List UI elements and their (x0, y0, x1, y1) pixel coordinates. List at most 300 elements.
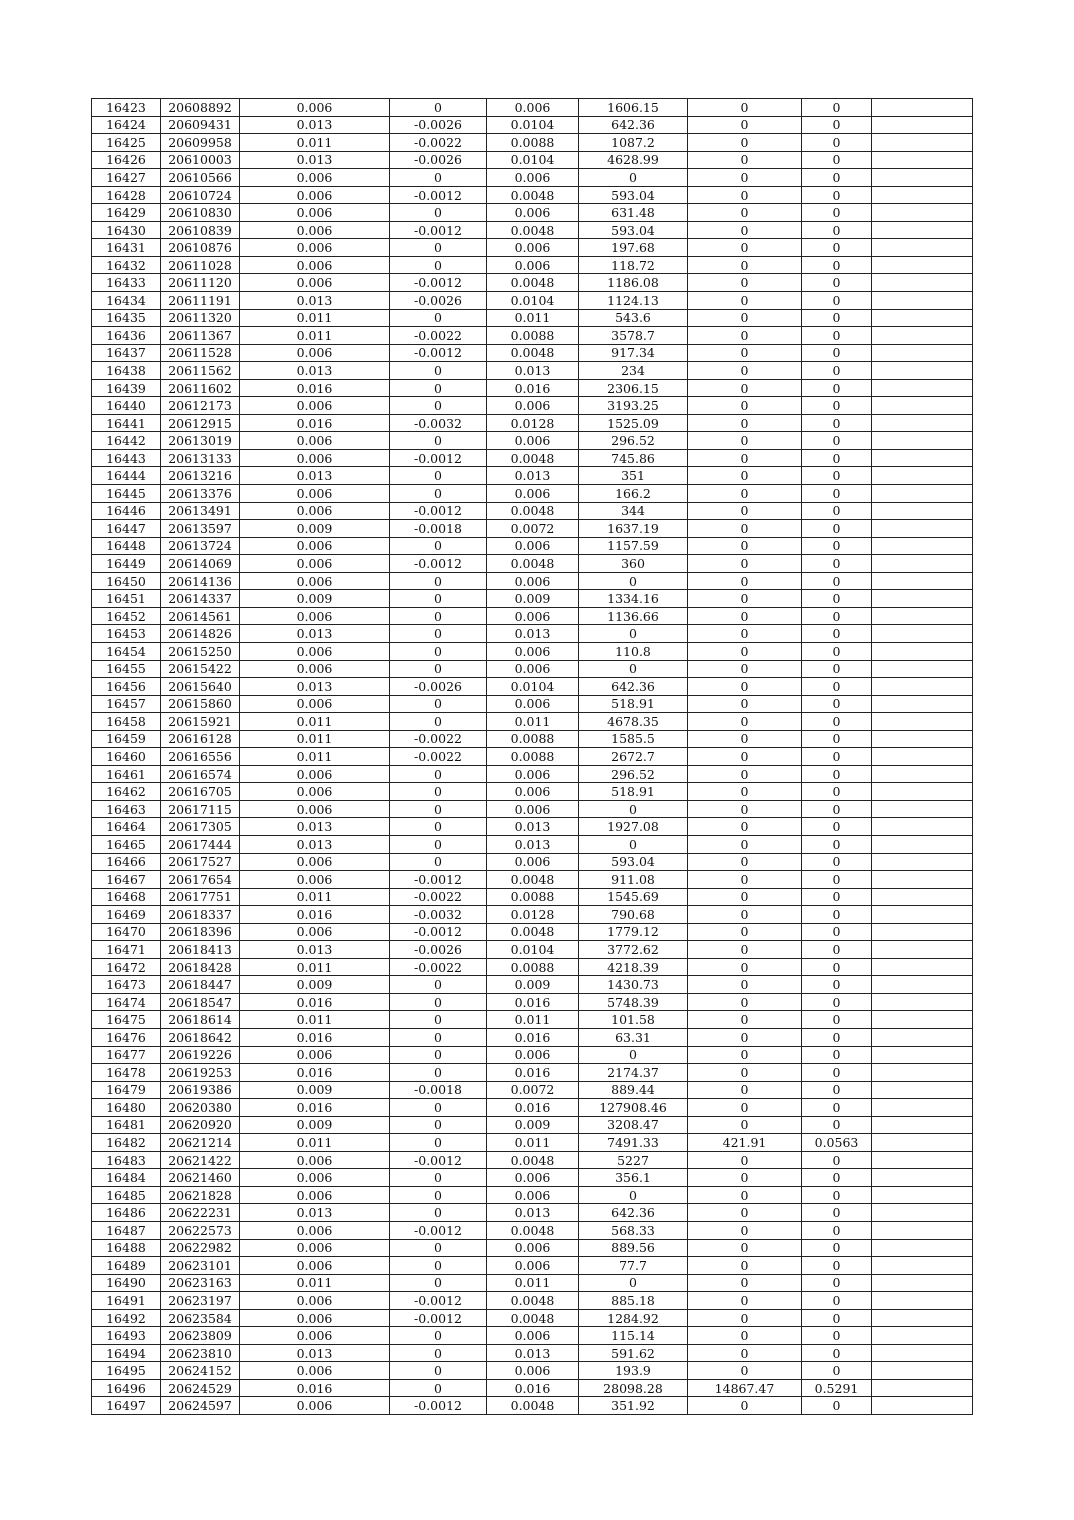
value-b: 0 (802, 572, 872, 590)
rate: 0.013 (240, 835, 390, 853)
rate: 0.009 (240, 1081, 390, 1099)
value-b: 0 (802, 800, 872, 818)
rate: 0.016 (240, 379, 390, 397)
blank-cell (872, 151, 973, 169)
adjustment: -0.0026 (390, 151, 487, 169)
row-number: 16493 (92, 1327, 161, 1345)
net-rate: 0.006 (487, 1046, 579, 1064)
net-rate: 0.011 (487, 1011, 579, 1029)
record-id: 20623584 (161, 1309, 240, 1327)
value-a: 0 (688, 1239, 802, 1257)
value-b: 0 (802, 993, 872, 1011)
rate: 0.006 (240, 432, 390, 450)
row-number: 16476 (92, 1028, 161, 1046)
table-row (92, 993, 973, 1011)
value-b: 0 (802, 397, 872, 415)
blank-cell (872, 379, 973, 397)
amount: 197.68 (579, 239, 688, 257)
blank-cell (872, 1134, 973, 1152)
value-b: 0 (802, 1028, 872, 1046)
record-id: 20621460 (161, 1169, 240, 1187)
value-a: 0 (688, 678, 802, 696)
net-rate: 0.0088 (487, 730, 579, 748)
net-rate: 0.006 (487, 1239, 579, 1257)
value-a: 0 (688, 344, 802, 362)
rate: 0.006 (240, 555, 390, 573)
net-rate: 0.016 (487, 1028, 579, 1046)
amount: 3208.47 (579, 1116, 688, 1134)
value-a: 0 (688, 1099, 802, 1117)
table-row (92, 502, 973, 520)
adjustment: 0 (390, 1134, 487, 1152)
value-b: 0 (802, 256, 872, 274)
rate: 0.009 (240, 1116, 390, 1134)
value-b: 0 (802, 1397, 872, 1415)
net-rate: 0.0088 (487, 958, 579, 976)
adjustment: 0 (390, 1204, 487, 1222)
blank-cell (872, 239, 973, 257)
adjustment: 0 (390, 485, 487, 503)
adjustment: -0.0022 (390, 134, 487, 152)
value-b: 0 (802, 414, 872, 432)
row-number: 16457 (92, 695, 161, 713)
row-number: 16424 (92, 116, 161, 134)
blank-cell (872, 1081, 973, 1099)
net-rate: 0.006 (487, 397, 579, 415)
adjustment: -0.0026 (390, 941, 487, 959)
value-a: 0 (688, 1028, 802, 1046)
value-b: 0 (802, 116, 872, 134)
blank-cell (872, 1222, 973, 1240)
value-a: 0 (688, 1204, 802, 1222)
rate: 0.006 (240, 239, 390, 257)
blank-cell (872, 537, 973, 555)
adjustment: -0.0012 (390, 1151, 487, 1169)
amount: 1186.08 (579, 274, 688, 292)
adjustment: 0 (390, 1116, 487, 1134)
row-number: 16452 (92, 607, 161, 625)
rate: 0.006 (240, 853, 390, 871)
record-id: 20617654 (161, 871, 240, 889)
adjustment: 0 (390, 239, 487, 257)
value-b: 0 (802, 239, 872, 257)
blank-cell (872, 292, 973, 310)
value-a: 0 (688, 292, 802, 310)
adjustment: -0.0022 (390, 327, 487, 345)
row-number: 16423 (92, 99, 161, 117)
row-number: 16468 (92, 888, 161, 906)
value-b: 0 (802, 1186, 872, 1204)
value-b: 0.0563 (802, 1134, 872, 1152)
blank-cell (872, 1046, 973, 1064)
amount: 1525.09 (579, 414, 688, 432)
adjustment: -0.0012 (390, 1222, 487, 1240)
record-id: 20620920 (161, 1116, 240, 1134)
record-id: 20615860 (161, 695, 240, 713)
row-number: 16474 (92, 993, 161, 1011)
amount: 166.2 (579, 485, 688, 503)
value-b: 0 (802, 502, 872, 520)
net-rate: 0.013 (487, 1344, 579, 1362)
record-id: 20611367 (161, 327, 240, 345)
value-a: 0 (688, 520, 802, 538)
rate: 0.011 (240, 730, 390, 748)
value-b: 0 (802, 221, 872, 239)
amount: 0 (579, 800, 688, 818)
net-rate: 0.0072 (487, 1081, 579, 1099)
amount: 889.56 (579, 1239, 688, 1257)
record-id: 20616128 (161, 730, 240, 748)
amount: 0 (579, 625, 688, 643)
value-b: 0 (802, 1081, 872, 1099)
record-id: 20610566 (161, 169, 240, 187)
amount: 296.52 (579, 432, 688, 450)
table-row (92, 783, 973, 801)
adjustment: 0 (390, 1362, 487, 1380)
adjustment: -0.0012 (390, 1309, 487, 1327)
record-id: 20614337 (161, 590, 240, 608)
adjustment: -0.0012 (390, 449, 487, 467)
blank-cell (872, 1362, 973, 1380)
adjustment: 0 (390, 1099, 487, 1117)
blank-cell (872, 871, 973, 889)
rate: 0.011 (240, 309, 390, 327)
record-id: 20614069 (161, 555, 240, 573)
row-number: 16429 (92, 204, 161, 222)
row-number: 16481 (92, 1116, 161, 1134)
blank-cell (872, 625, 973, 643)
value-a: 0 (688, 116, 802, 134)
amount: 351 (579, 467, 688, 485)
row-number: 16497 (92, 1397, 161, 1415)
row-number: 16486 (92, 1204, 161, 1222)
rate: 0.013 (240, 1344, 390, 1362)
rate: 0.016 (240, 1028, 390, 1046)
adjustment: -0.0012 (390, 274, 487, 292)
value-a: 0 (688, 923, 802, 941)
row-number: 16428 (92, 186, 161, 204)
table-row (92, 204, 973, 222)
record-id: 20609958 (161, 134, 240, 152)
amount: 118.72 (579, 256, 688, 274)
amount: 593.04 (579, 186, 688, 204)
value-a: 0 (688, 186, 802, 204)
row-number: 16432 (92, 256, 161, 274)
row-number: 16471 (92, 941, 161, 959)
table-row (92, 555, 973, 573)
amount: 1136.66 (579, 607, 688, 625)
value-a: 0 (688, 713, 802, 731)
adjustment: 0 (390, 1274, 487, 1292)
table-row (92, 449, 973, 467)
value-b: 0 (802, 1327, 872, 1345)
adjustment: 0 (390, 818, 487, 836)
value-b: 0 (802, 344, 872, 362)
row-number: 16487 (92, 1222, 161, 1240)
adjustment: 0 (390, 695, 487, 713)
net-rate: 0.006 (487, 800, 579, 818)
value-a: 0 (688, 274, 802, 292)
record-id: 20613724 (161, 537, 240, 555)
table-row (92, 923, 973, 941)
row-number: 16444 (92, 467, 161, 485)
table-row (92, 1292, 973, 1310)
net-rate: 0.006 (487, 1327, 579, 1345)
value-a: 0 (688, 1116, 802, 1134)
value-a: 0 (688, 169, 802, 187)
rate: 0.006 (240, 1151, 390, 1169)
value-a: 421.91 (688, 1134, 802, 1152)
value-b: 0 (802, 678, 872, 696)
net-rate: 0.0128 (487, 906, 579, 924)
adjustment: 0 (390, 783, 487, 801)
row-number: 16449 (92, 555, 161, 573)
net-rate: 0.011 (487, 1274, 579, 1292)
adjustment: 0 (390, 625, 487, 643)
value-b: 0 (802, 1222, 872, 1240)
rate: 0.006 (240, 397, 390, 415)
amount: 1284.92 (579, 1309, 688, 1327)
amount: 631.48 (579, 204, 688, 222)
row-number: 16461 (92, 765, 161, 783)
row-number: 16453 (92, 625, 161, 643)
rate: 0.016 (240, 1064, 390, 1082)
value-b: 0 (802, 625, 872, 643)
value-b: 0 (802, 958, 872, 976)
value-a: 0 (688, 572, 802, 590)
blank-cell (872, 695, 973, 713)
table-row (92, 1327, 973, 1345)
value-b: 0 (802, 309, 872, 327)
table-row (92, 888, 973, 906)
rate: 0.006 (240, 572, 390, 590)
row-number: 16492 (92, 1309, 161, 1327)
rate: 0.013 (240, 467, 390, 485)
table-body (92, 99, 973, 1415)
record-id: 20613376 (161, 485, 240, 503)
amount: 0 (579, 1186, 688, 1204)
blank-cell (872, 1397, 973, 1415)
table-row (92, 748, 973, 766)
net-rate: 0.011 (487, 1134, 579, 1152)
net-rate: 0.013 (487, 1204, 579, 1222)
amount: 77.7 (579, 1257, 688, 1275)
rate: 0.009 (240, 520, 390, 538)
table-row (92, 1064, 973, 1082)
blank-cell (872, 134, 973, 152)
rate: 0.006 (240, 1046, 390, 1064)
value-a: 0 (688, 818, 802, 836)
record-id: 20611120 (161, 274, 240, 292)
amount: 28098.28 (579, 1379, 688, 1397)
value-a: 0 (688, 835, 802, 853)
blank-cell (872, 502, 973, 520)
net-rate: 0.016 (487, 1064, 579, 1082)
table-row (92, 1151, 973, 1169)
rate: 0.013 (240, 818, 390, 836)
row-number: 16456 (92, 678, 161, 696)
net-rate: 0.0048 (487, 1292, 579, 1310)
rate: 0.006 (240, 800, 390, 818)
amount: 344 (579, 502, 688, 520)
rate: 0.011 (240, 748, 390, 766)
value-a: 0 (688, 134, 802, 152)
record-id: 20618428 (161, 958, 240, 976)
net-rate: 0.011 (487, 713, 579, 731)
value-b: 0 (802, 1116, 872, 1134)
rate: 0.006 (240, 1327, 390, 1345)
value-a: 0 (688, 1186, 802, 1204)
net-rate: 0.006 (487, 1169, 579, 1187)
blank-cell (872, 449, 973, 467)
adjustment: -0.0022 (390, 730, 487, 748)
blank-cell (872, 485, 973, 503)
blank-cell (872, 835, 973, 853)
row-number: 16437 (92, 344, 161, 362)
row-number: 16431 (92, 239, 161, 257)
rate: 0.006 (240, 502, 390, 520)
table-row (92, 572, 973, 590)
record-id: 20611602 (161, 379, 240, 397)
value-b: 0 (802, 520, 872, 538)
table-row (92, 1169, 973, 1187)
table-row (92, 1362, 973, 1380)
row-number: 16435 (92, 309, 161, 327)
table-row (92, 1204, 973, 1222)
value-b: 0 (802, 1239, 872, 1257)
record-id: 20618337 (161, 906, 240, 924)
value-a: 0 (688, 800, 802, 818)
record-id: 20624597 (161, 1397, 240, 1415)
net-rate: 0.016 (487, 1379, 579, 1397)
record-id: 20617305 (161, 818, 240, 836)
amount: 7491.33 (579, 1134, 688, 1152)
record-id: 20615250 (161, 642, 240, 660)
value-b: 0 (802, 976, 872, 994)
value-a: 0 (688, 555, 802, 573)
blank-cell (872, 116, 973, 134)
record-id: 20616705 (161, 783, 240, 801)
record-id: 20621422 (161, 1151, 240, 1169)
adjustment: 0 (390, 1186, 487, 1204)
row-number: 16440 (92, 397, 161, 415)
adjustment: -0.0022 (390, 958, 487, 976)
value-a: 0 (688, 502, 802, 520)
amount: 3772.62 (579, 941, 688, 959)
value-b: 0 (802, 695, 872, 713)
adjustment: 0 (390, 1379, 487, 1397)
value-a: 0 (688, 783, 802, 801)
table-row (92, 537, 973, 555)
table-row (92, 871, 973, 889)
record-id: 20616556 (161, 748, 240, 766)
rate: 0.011 (240, 888, 390, 906)
blank-cell (872, 99, 973, 117)
value-b: 0 (802, 660, 872, 678)
amount: 351.92 (579, 1397, 688, 1415)
record-id: 20610830 (161, 204, 240, 222)
adjustment: -0.0012 (390, 923, 487, 941)
table-row (92, 678, 973, 696)
table-row (92, 906, 973, 924)
blank-cell (872, 256, 973, 274)
row-number: 16488 (92, 1239, 161, 1257)
blank-cell (872, 309, 973, 327)
blank-cell (872, 186, 973, 204)
adjustment: 0 (390, 572, 487, 590)
blank-cell (872, 888, 973, 906)
adjustment: 0 (390, 853, 487, 871)
record-id: 20617527 (161, 853, 240, 871)
table-row (92, 1309, 973, 1327)
net-rate: 0.009 (487, 1116, 579, 1134)
value-b: 0 (802, 1292, 872, 1310)
record-id: 20622573 (161, 1222, 240, 1240)
value-a: 0 (688, 449, 802, 467)
net-rate: 0.0048 (487, 344, 579, 362)
rate: 0.006 (240, 1292, 390, 1310)
row-number: 16467 (92, 871, 161, 889)
record-id: 20617115 (161, 800, 240, 818)
value-b: 0 (802, 1257, 872, 1275)
amount: 4678.35 (579, 713, 688, 731)
record-id: 20611528 (161, 344, 240, 362)
row-number: 16448 (92, 537, 161, 555)
net-rate: 0.006 (487, 1362, 579, 1380)
value-a: 0 (688, 239, 802, 257)
blank-cell (872, 1274, 973, 1292)
adjustment: 0 (390, 1064, 487, 1082)
amount: 889.44 (579, 1081, 688, 1099)
value-a: 0 (688, 1327, 802, 1345)
rate: 0.011 (240, 1274, 390, 1292)
value-b: 0 (802, 1099, 872, 1117)
table-row (92, 660, 973, 678)
value-b: 0 (802, 555, 872, 573)
net-rate: 0.0048 (487, 1309, 579, 1327)
row-number: 16430 (92, 221, 161, 239)
table-row (92, 309, 973, 327)
row-number: 16454 (92, 642, 161, 660)
row-number: 16495 (92, 1362, 161, 1380)
blank-cell (872, 765, 973, 783)
net-rate: 0.013 (487, 818, 579, 836)
net-rate: 0.006 (487, 1257, 579, 1275)
table-row (92, 1011, 973, 1029)
value-a: 0 (688, 221, 802, 239)
value-a: 0 (688, 607, 802, 625)
table-row (92, 713, 973, 731)
value-b: 0 (802, 274, 872, 292)
rate: 0.006 (240, 1362, 390, 1380)
record-id: 20610876 (161, 239, 240, 257)
amount: 115.14 (579, 1327, 688, 1345)
net-rate: 0.0048 (487, 274, 579, 292)
rate: 0.009 (240, 976, 390, 994)
value-a: 0 (688, 906, 802, 924)
blank-cell (872, 976, 973, 994)
amount: 1430.73 (579, 976, 688, 994)
record-id: 20620380 (161, 1099, 240, 1117)
rate: 0.006 (240, 537, 390, 555)
amount: 0 (579, 1046, 688, 1064)
adjustment: 0 (390, 1011, 487, 1029)
value-b: 0 (802, 906, 872, 924)
rate: 0.006 (240, 1169, 390, 1187)
row-number: 16451 (92, 590, 161, 608)
row-number: 16470 (92, 923, 161, 941)
table-row (92, 642, 973, 660)
